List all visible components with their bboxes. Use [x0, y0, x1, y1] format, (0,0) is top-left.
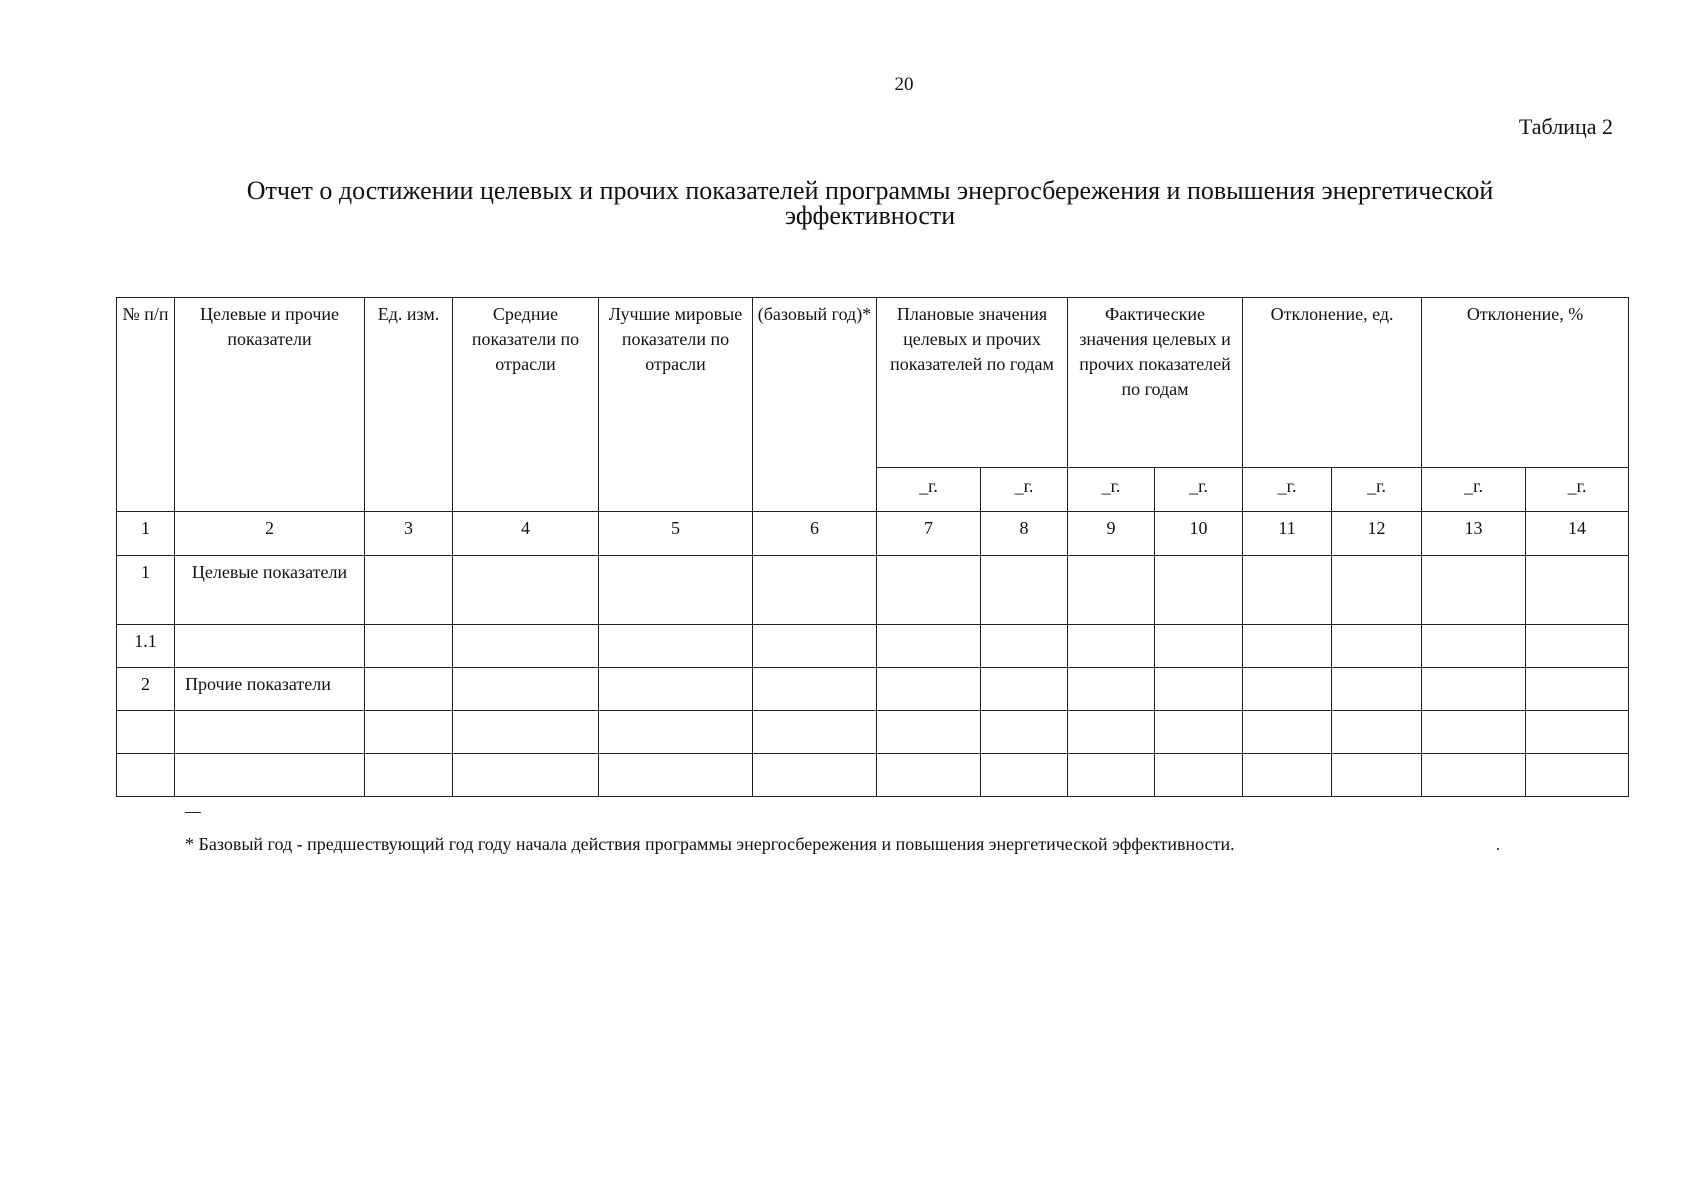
footnote: * Базовый год - предшествующий год году начала действия программы энергосбережения и повышения энергетической эффективности.	[185, 834, 1235, 854]
header-cell-deviation-units: Отклонение, ед.	[1243, 298, 1422, 468]
data-cell	[453, 625, 599, 668]
report-table	[116, 297, 1629, 797]
row-number-cell: 2	[117, 668, 175, 711]
data-cell	[365, 754, 453, 797]
data-cell	[981, 625, 1068, 668]
data-cell	[1243, 668, 1332, 711]
data-cell	[1526, 556, 1629, 625]
data-cell	[1332, 711, 1422, 754]
year-cell: _г.	[1068, 468, 1155, 512]
data-cell	[365, 668, 453, 711]
column-number-cell: 9	[1068, 512, 1155, 556]
row-number-cell	[117, 754, 175, 797]
year-cell: _г.	[877, 468, 981, 512]
data-cell	[1243, 625, 1332, 668]
data-cell	[1068, 711, 1155, 754]
data-cell	[1526, 754, 1629, 797]
year-cell: _г.	[1526, 468, 1629, 512]
header-row	[117, 298, 1629, 468]
column-number-row	[117, 512, 1629, 556]
header-cell-indicators: Целевые и прочие показатели	[175, 298, 365, 512]
column-number-cell: 10	[1155, 512, 1243, 556]
data-cell	[1155, 625, 1243, 668]
column-number-cell: 13	[1422, 512, 1526, 556]
data-cell	[453, 556, 599, 625]
row-label-cell: Прочие показатели	[175, 668, 365, 711]
table-row	[117, 556, 1629, 625]
data-cell	[1243, 711, 1332, 754]
row-number-cell: 1	[117, 556, 175, 625]
document-title-line-2: эффективности	[784, 201, 956, 230]
data-cell	[365, 625, 453, 668]
data-cell	[365, 711, 453, 754]
data-cell	[453, 711, 599, 754]
column-number-cell: 6	[753, 512, 877, 556]
page-number: 20	[894, 74, 914, 95]
header-cell-planned-values: Плановые значения целевых и прочих показателей по годам	[877, 298, 1068, 468]
document-title-line-1: Отчет о достижении целевых и прочих показателей программы энергосбережения и повышения энергетической	[246, 176, 1494, 205]
data-cell	[877, 625, 981, 668]
header-cell-deviation-percent: Отклонение, %	[1422, 298, 1629, 468]
data-cell	[1068, 556, 1155, 625]
column-number-cell: 11	[1243, 512, 1332, 556]
header-cell-number: № п/п	[117, 298, 175, 512]
data-cell	[1332, 754, 1422, 797]
data-cell	[1526, 625, 1629, 668]
year-cell: _г.	[1155, 468, 1243, 512]
year-cell: _г.	[981, 468, 1068, 512]
data-cell	[1422, 556, 1526, 625]
footnote-separator	[185, 812, 201, 813]
data-cell	[1155, 711, 1243, 754]
data-cell	[1243, 754, 1332, 797]
column-number-cell: 1	[117, 512, 175, 556]
data-cell	[599, 754, 753, 797]
data-cell	[1155, 668, 1243, 711]
data-cell	[1422, 668, 1526, 711]
table-row	[117, 625, 1629, 668]
data-cell	[877, 711, 981, 754]
scan-speck	[1497, 848, 1499, 850]
data-cell	[1422, 754, 1526, 797]
data-cell	[1068, 625, 1155, 668]
column-number-cell: 8	[981, 512, 1068, 556]
column-number-cell: 12	[1332, 512, 1422, 556]
data-cell	[753, 556, 877, 625]
row-label-cell	[175, 754, 365, 797]
table-row	[117, 668, 1629, 711]
column-number-cell: 2	[175, 512, 365, 556]
document-title	[150, 178, 1590, 228]
year-cell: _г.	[1332, 468, 1422, 512]
data-cell	[981, 556, 1068, 625]
header-cell-base-year: (базовый год)*	[753, 298, 877, 512]
data-cell	[981, 668, 1068, 711]
row-label-cell	[175, 711, 365, 754]
column-number-cell: 5	[599, 512, 753, 556]
data-cell	[599, 711, 753, 754]
data-cell	[753, 754, 877, 797]
data-cell	[599, 556, 753, 625]
data-cell	[365, 556, 453, 625]
data-cell	[1332, 556, 1422, 625]
year-cell: _г.	[1422, 468, 1526, 512]
data-cell	[1068, 754, 1155, 797]
data-cell	[1526, 711, 1629, 754]
data-cell	[453, 754, 599, 797]
column-number-cell: 7	[877, 512, 981, 556]
data-cell	[981, 711, 1068, 754]
data-cell	[753, 668, 877, 711]
data-cell	[1422, 625, 1526, 668]
row-label-cell	[175, 625, 365, 668]
row-label-cell: Целевые показатели	[175, 556, 365, 625]
header-cell-world-best: Лучшие мировые показатели по отрасли	[599, 298, 753, 512]
table-row	[117, 754, 1629, 797]
data-cell	[1332, 668, 1422, 711]
header-cell-industry-average: Средние показатели по отрасли	[453, 298, 599, 512]
column-number-cell: 4	[453, 512, 599, 556]
data-cell	[877, 754, 981, 797]
row-number-cell	[117, 711, 175, 754]
data-cell	[877, 668, 981, 711]
data-cell	[753, 625, 877, 668]
data-cell	[1526, 668, 1629, 711]
data-cell	[1155, 754, 1243, 797]
column-number-cell: 3	[365, 512, 453, 556]
data-cell	[1243, 556, 1332, 625]
data-cell	[599, 668, 753, 711]
table-row	[117, 711, 1629, 754]
data-cell	[877, 556, 981, 625]
data-cell	[1332, 625, 1422, 668]
data-cell	[1155, 556, 1243, 625]
row-number-cell: 1.1	[117, 625, 175, 668]
table-label: Таблица 2	[1518, 114, 1613, 139]
header-cell-unit: Ед. изм.	[365, 298, 453, 512]
year-cell: _г.	[1243, 468, 1332, 512]
data-cell	[1422, 711, 1526, 754]
data-cell	[1068, 668, 1155, 711]
data-cell	[599, 625, 753, 668]
header-cell-actual-values: Фактические значения целевых и прочих показателей по годам	[1068, 298, 1243, 468]
data-cell	[753, 711, 877, 754]
data-cell	[453, 668, 599, 711]
column-number-cell: 14	[1526, 512, 1629, 556]
data-cell	[981, 754, 1068, 797]
